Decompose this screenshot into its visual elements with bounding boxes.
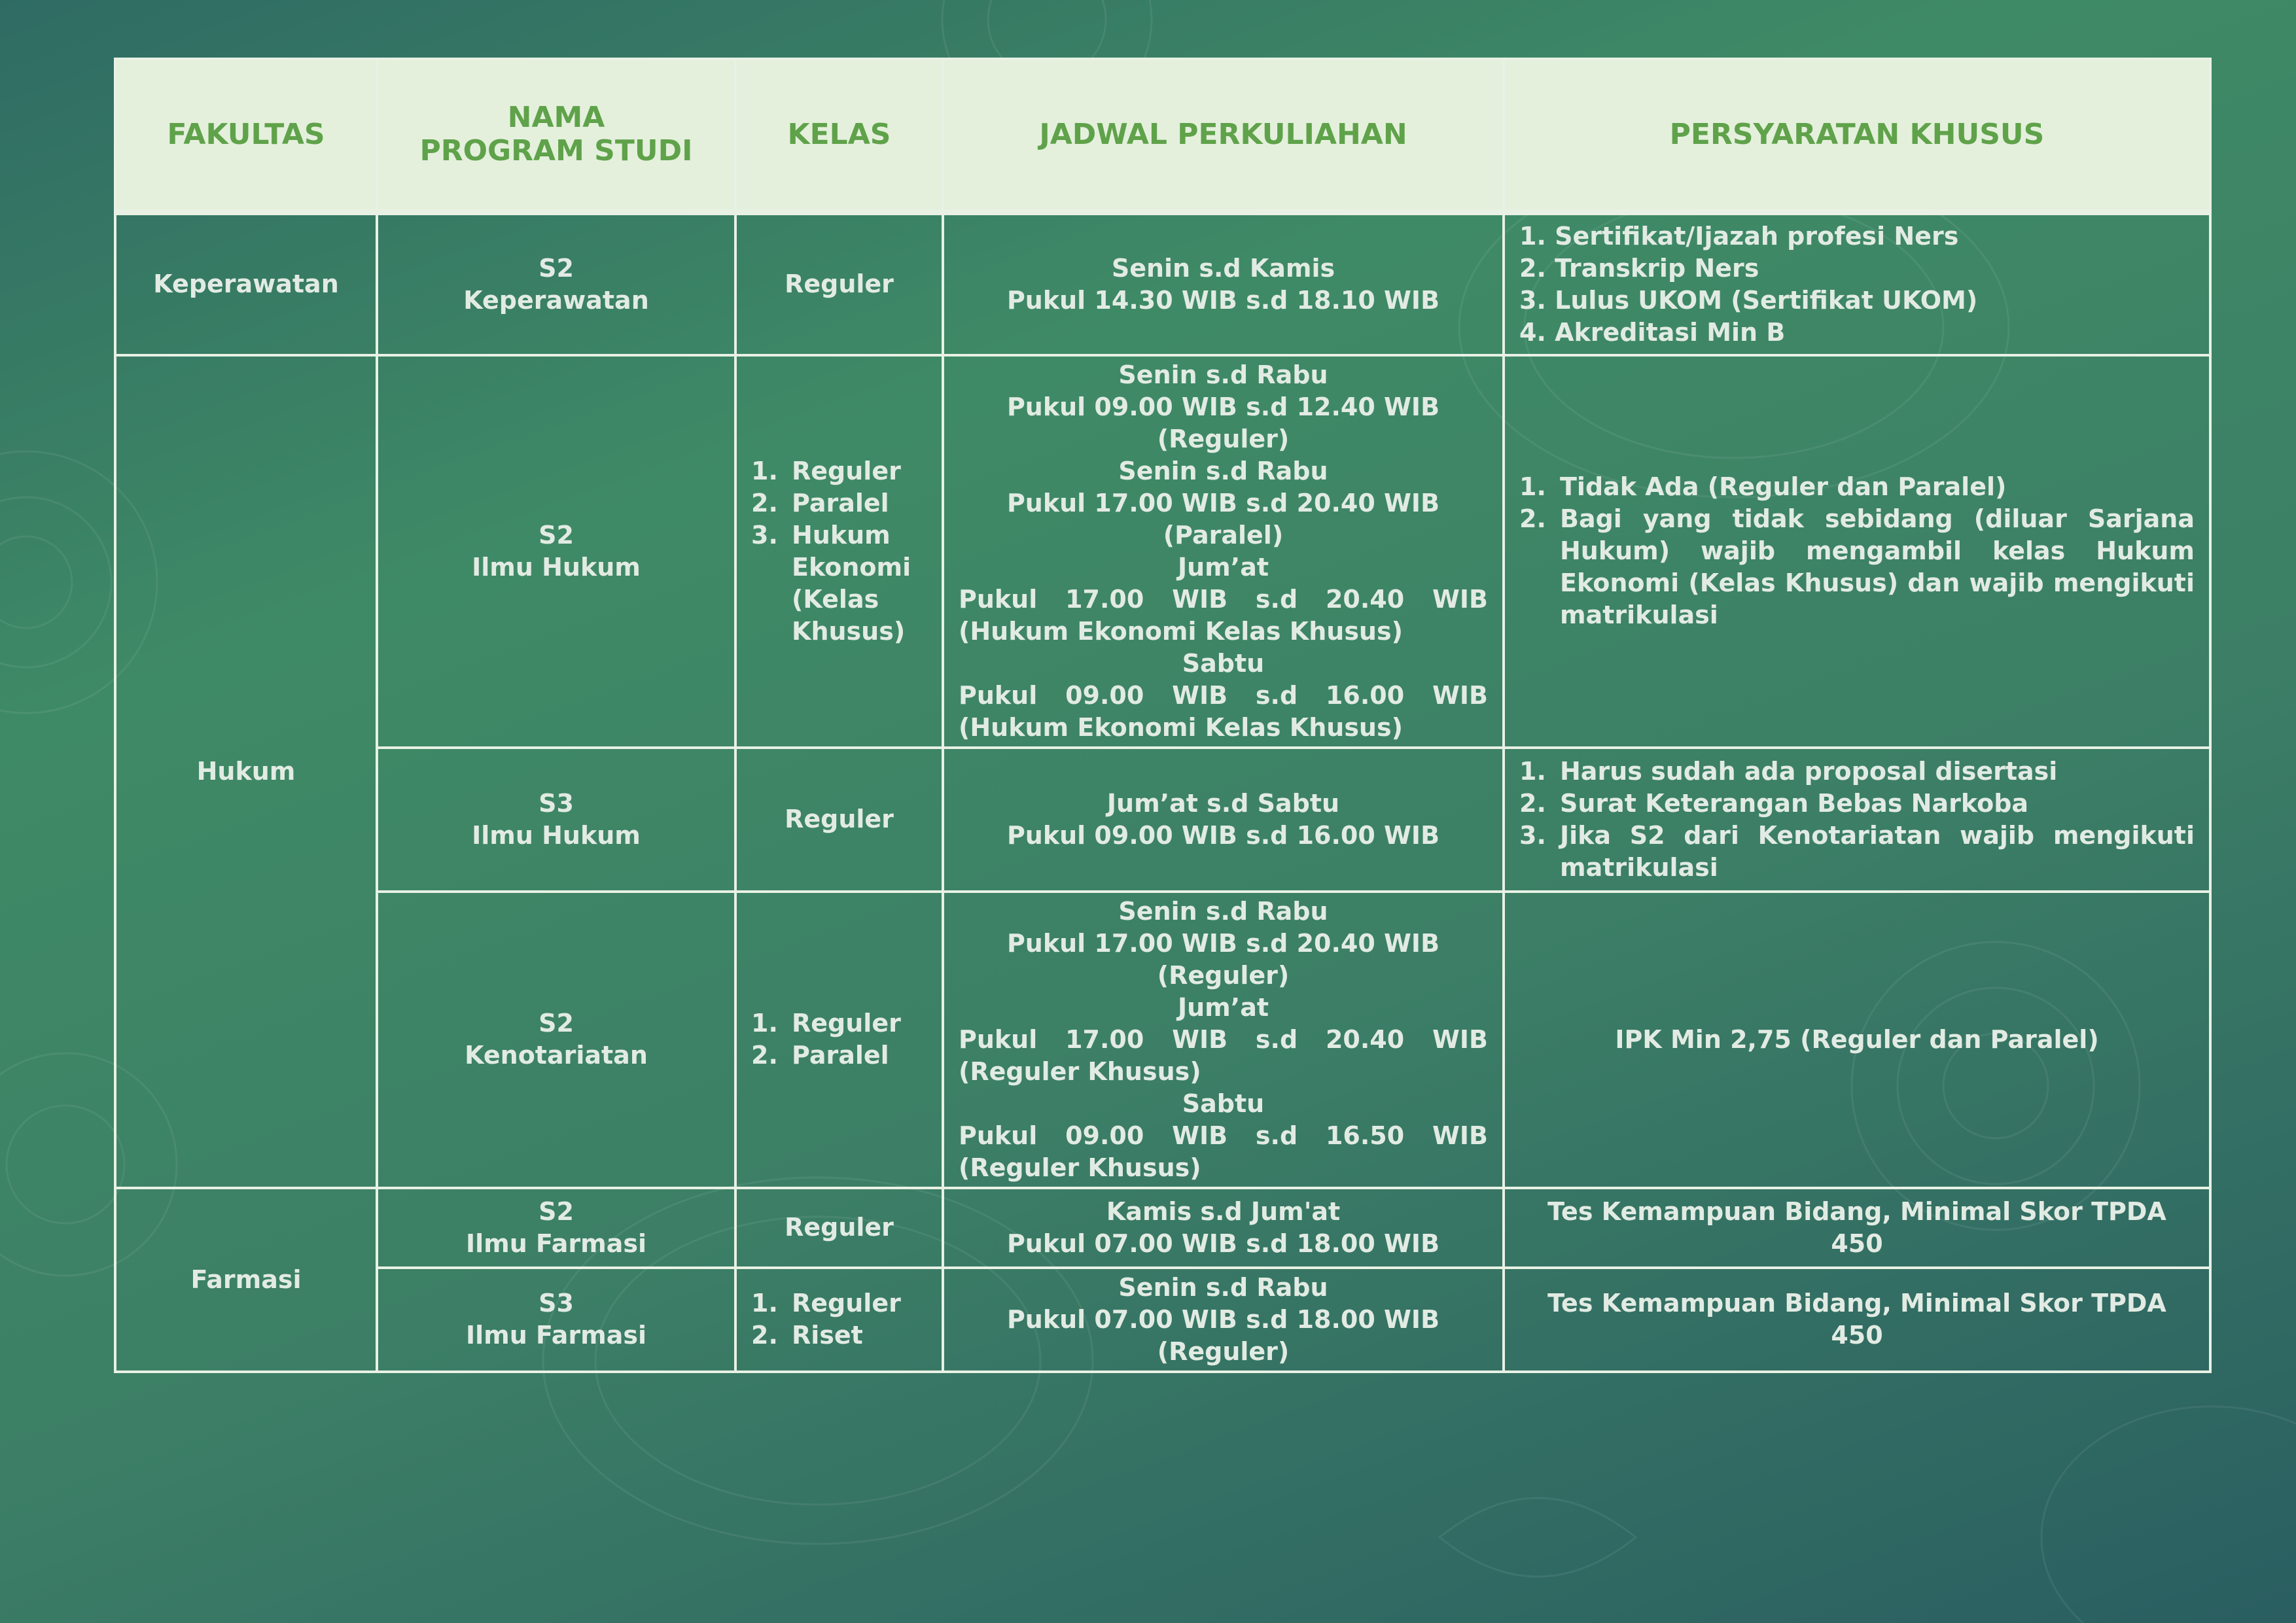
requirement-item: 2. Transkrip Ners xyxy=(1519,253,1759,283)
kelas-cell: Reguler xyxy=(735,213,943,355)
jadwal-cell: Senin s.d Kamis Pukul 14.30 WIB s.d 18.10 WIB xyxy=(943,213,1504,355)
table-row xyxy=(115,748,2210,892)
requirement-item: 1. Sertifikat/Ijazah profesi Ners xyxy=(1519,221,1959,251)
header-persyaratan: PERSYARATAN KHUSUS xyxy=(1504,59,2210,213)
list-item: 1. Reguler xyxy=(751,1009,901,1038)
fakultas-farmasi: Farmasi xyxy=(115,1188,377,1372)
requirement-list xyxy=(1519,471,2195,631)
header-row xyxy=(115,59,2210,213)
list-item: 2. Bagi yang tidak sebidang (diluar Sarjana Hukum) wajib mengambil kelas Hukum Ekonomi (Kelas Khusus) dan wajib mengikuti matrikulasi xyxy=(1519,504,2195,629)
kelas-cell xyxy=(735,355,943,748)
list-item: 1. Harus sudah ada proposal disertasi xyxy=(1519,756,2058,786)
prodi-s2-kenotariatan: S2 Kenotariatan xyxy=(377,892,735,1188)
kelas-cell: Reguler xyxy=(735,748,943,892)
list-item: 3. Jika S2 dari Kenotariatan wajib mengikuti matrikulasi xyxy=(1519,820,2195,882)
prodi-s3-ilmu-hukum: S3 Ilmu Hukum xyxy=(377,748,735,892)
list-item: 1. Reguler xyxy=(751,1289,901,1318)
table-row xyxy=(115,1268,2210,1372)
jadwal-cell: Senin s.d Rabu Pukul 07.00 WIB s.d 18.00 WIB (Reguler) xyxy=(943,1268,1504,1372)
jadwal-cell: Senin s.d Rabu Pukul 09.00 WIB s.d 12.40 WIB (Reguler) Senin s.d Rabu Pukul 17.00 WIB s.d 20.40 WIB (Paralel) Jum’at Pukul 17.00 WIB s.d 20.40 WIB (Hukum Ekonomi Kelas Khusus) Sabtu Pukul 09.00 WIB s.d 16.00 WIB (Hukum Ekonomi Kelas Khusus) xyxy=(943,355,1504,748)
header-program-studi: NAMA PROGRAM STUDI xyxy=(377,59,735,213)
persyaratan-cell: Tes Kemampuan Bidang, Minimal Skor TPDA 450 xyxy=(1504,1188,2210,1268)
prodi-s3-ilmu-farmasi: S3 Ilmu Farmasi xyxy=(377,1268,735,1372)
prodi-s2-ilmu-farmasi: S2 Ilmu Farmasi xyxy=(377,1188,735,1268)
requirement-item: 3. Lulus UKOM (Sertifikat UKOM) xyxy=(1519,285,1978,315)
jadwal-cell: Jum’at s.d Sabtu Pukul 09.00 WIB s.d 16.00 WIB xyxy=(943,748,1504,892)
fakultas-hukum: Hukum xyxy=(115,355,377,1188)
table-row xyxy=(115,1188,2210,1268)
header-fakultas: FAKULTAS xyxy=(115,59,377,213)
list-item: 2. Paralel xyxy=(751,1041,889,1070)
persyaratan-cell xyxy=(1504,355,2210,748)
kelas-list xyxy=(751,455,910,648)
program-table-container xyxy=(114,58,2209,1373)
list-item: 3. Hukum Ekonomi (Kelas Khusus) xyxy=(751,520,911,646)
persyaratan-cell xyxy=(1504,213,2210,355)
kelas-cell xyxy=(735,1268,943,1372)
list-item: 1. Reguler xyxy=(751,456,901,485)
list-item: 2. Riset xyxy=(751,1321,863,1350)
header-kelas: KELAS xyxy=(735,59,943,213)
table-row xyxy=(115,892,2210,1188)
program-table xyxy=(114,58,2212,1373)
table-row xyxy=(115,355,2210,748)
persyaratan-cell: Tes Kemampuan Bidang, Minimal Skor TPDA 450 xyxy=(1504,1268,2210,1372)
kelas-list xyxy=(751,1007,901,1072)
prodi-s2-ilmu-hukum: S2 Ilmu Hukum xyxy=(377,355,735,748)
jadwal-cell: Senin s.d Rabu Pukul 17.00 WIB s.d 20.40 WIB (Reguler) Jum’at Pukul 17.00 WIB s.d 20.40 WIB (Reguler Khusus) Sabtu Pukul 09.00 WIB s.d 16.50 WIB (Reguler Khusus) xyxy=(943,892,1504,1188)
persyaratan-cell: IPK Min 2,75 (Reguler dan Paralel) xyxy=(1504,892,2210,1188)
prodi-s2-keperawatan: S2 Keperawatan xyxy=(377,213,735,355)
requirement-item: 4. Akreditasi Min B xyxy=(1519,317,1786,347)
requirement-list xyxy=(1519,756,2195,884)
list-item: 2. Surat Keterangan Bebas Narkoba xyxy=(1519,788,2029,818)
list-item: 2. Paralel xyxy=(751,488,889,517)
list-item: 1. Tidak Ada (Reguler dan Paralel) xyxy=(1519,472,2007,501)
kelas-list xyxy=(751,1287,901,1352)
kelas-cell xyxy=(735,892,943,1188)
persyaratan-cell xyxy=(1504,748,2210,892)
fakultas-keperawatan: Keperawatan xyxy=(115,213,377,355)
header-jadwal: JADWAL PERKULIAHAN xyxy=(943,59,1504,213)
kelas-cell: Reguler xyxy=(735,1188,943,1268)
table-row xyxy=(115,213,2210,355)
jadwal-cell: Kamis s.d Jum'at Pukul 07.00 WIB s.d 18.00 WIB xyxy=(943,1188,1504,1268)
